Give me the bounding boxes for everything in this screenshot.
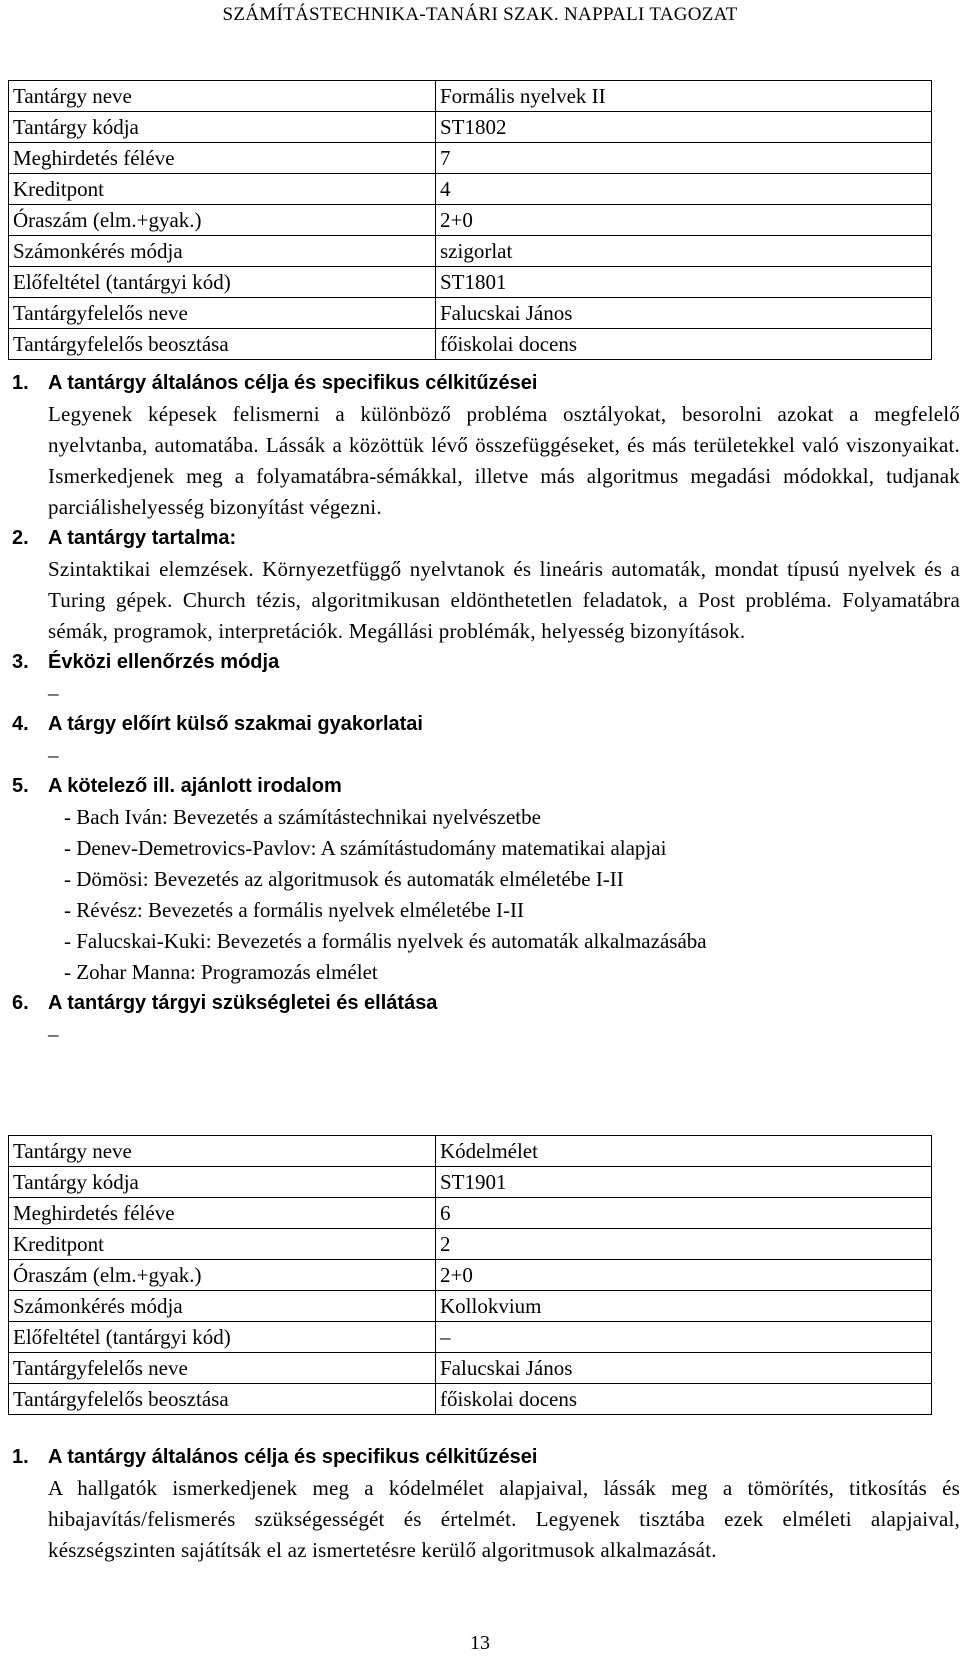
- row-label: Tantárgy kódja: [9, 112, 436, 143]
- section-title: A tantárgy tárgyi szükségletei és ellátása: [48, 992, 438, 1014]
- row-label: Számonkérés módja: [9, 236, 436, 267]
- section-heading: [12, 988, 932, 1019]
- table-row: [9, 112, 932, 143]
- row-value: Kollokvium: [436, 1291, 932, 1322]
- table-row: [9, 329, 932, 360]
- row-label: Kreditpont: [9, 1229, 436, 1260]
- list-item: - Dömösi: Bevezetés az algoritmusok és automaták elméletébe I-II: [64, 867, 624, 891]
- row-label: Tantárgyfelelős beosztása: [9, 329, 436, 360]
- table-row: [9, 1136, 932, 1167]
- row-value: –: [436, 1322, 932, 1353]
- section-text: A hallgatók ismerkedjenek meg a kódelmélet alapjaival, lássák meg a tömörítés, titkosítás és hibajavítás/felismerés szükségességét és értelmét. Legyenek tisztába ezek elméleti alapjaival, készségszinten sajátítsák el az ismertetésre kerülő algoritmusok alkalmazását.: [48, 1476, 960, 1562]
- table-row: [9, 1291, 932, 1322]
- table-row: [9, 143, 932, 174]
- page-header: SZÁMÍTÁSTECHNIKA-TANÁRI SZAK. NAPPALI TAGOZAT: [222, 4, 738, 25]
- section-title: A kötelező ill. ajánlott irodalom: [48, 775, 342, 797]
- row-value: szigorlat: [436, 236, 932, 267]
- row-label: Előfeltétel (tantárgyi kód): [9, 1322, 436, 1353]
- section-text: Szintaktikai elemzések. Környezetfüggő nyelvtanok és lineáris automaták, mondat típusú nyelvek és a Turing gépek. Church tézis, algoritmikusan eldönthetetlen feladatok, a Post probléma. Folyamatábra sémák, programok, interpretációk. Megállási problémák, helyesség bizonyítások.: [48, 557, 960, 643]
- row-label: Tantárgy kódja: [9, 1167, 436, 1198]
- section-heading: [12, 709, 932, 740]
- section-text: –: [48, 1022, 59, 1046]
- list-item: - Falucskai-Kuki: Bevezetés a formális nyelvek és automaták alkalmazásába: [64, 929, 707, 953]
- row-value: ST1901: [436, 1167, 932, 1198]
- row-value: Formális nyelvek II: [436, 81, 932, 112]
- row-label: Kreditpont: [9, 174, 436, 205]
- row-value: főiskolai docens: [436, 329, 932, 360]
- row-label: Számonkérés módja: [9, 1291, 436, 1322]
- row-label: Tantárgy neve: [9, 1136, 436, 1167]
- row-value: 6: [436, 1198, 932, 1229]
- page-number: 13: [470, 1632, 490, 1654]
- section-title: A tárgy előírt külső szakmai gyakorlatai: [48, 713, 423, 735]
- section-title: A tantárgy általános célja és specifikus célkitűzései: [48, 1446, 538, 1468]
- course2-sections: [12, 1442, 960, 1566]
- table-row: [9, 236, 932, 267]
- table-row: [9, 1167, 932, 1198]
- row-label: Meghirdetés féléve: [9, 1198, 436, 1229]
- section-text: –: [48, 743, 59, 767]
- section-heading: [12, 368, 932, 399]
- table-row: [9, 1353, 932, 1384]
- list-item: - Denev-Demetrovics-Pavlov: A számítástudomány matematikai alapjai: [64, 836, 667, 860]
- list-item: - Zohar Manna: Programozás elmélet: [64, 960, 378, 984]
- section-number: 4.: [12, 713, 29, 735]
- row-label: Tantárgyfelelős beosztása: [9, 1384, 436, 1415]
- table-row: [9, 205, 932, 236]
- section-number: 1.: [12, 372, 29, 394]
- row-value: ST1801: [436, 267, 932, 298]
- section-title: Évközi ellenőrzés módja: [48, 651, 280, 673]
- section-title: A tantárgy általános célja és specifikus célkitűzései: [48, 372, 538, 394]
- section-heading: [12, 1442, 932, 1473]
- row-value: 7: [436, 143, 932, 174]
- row-label: Óraszám (elm.+gyak.): [9, 205, 436, 236]
- row-value: főiskolai docens: [436, 1384, 932, 1415]
- row-value: 2+0: [436, 205, 932, 236]
- section-heading: [12, 647, 932, 678]
- list-item: - Bach Iván: Bevezetés a számítástechnikai nyelvészetbe: [64, 805, 541, 829]
- table-row: [9, 1384, 932, 1415]
- row-label: Tantárgyfelelős neve: [9, 298, 436, 329]
- row-value: Falucskai János: [436, 1353, 932, 1384]
- course1-rows: [9, 81, 932, 360]
- row-label: Tantárgy neve: [9, 81, 436, 112]
- section-text: –: [48, 681, 59, 705]
- row-value: Falucskai János: [436, 298, 932, 329]
- table-row: [9, 1260, 932, 1291]
- table-row: [9, 1229, 932, 1260]
- reference-list: [64, 802, 932, 988]
- row-value: 2+0: [436, 1260, 932, 1291]
- course2-rows: [9, 1136, 932, 1415]
- row-value: 2: [436, 1229, 932, 1260]
- table-row: [9, 267, 932, 298]
- section-title: A tantárgy tartalma:: [48, 527, 237, 549]
- table-row: [9, 1322, 932, 1353]
- section-heading: [12, 771, 932, 802]
- row-value: ST1802: [436, 112, 932, 143]
- row-label: Meghirdetés féléve: [9, 143, 436, 174]
- table-row: [9, 298, 932, 329]
- row-label: Előfeltétel (tantárgyi kód): [9, 267, 436, 298]
- course1-sections: [12, 368, 960, 1050]
- course-info-table-1: [8, 80, 932, 360]
- row-value: Kódelmélet: [436, 1136, 932, 1167]
- row-label: Óraszám (elm.+gyak.): [9, 1260, 436, 1291]
- table-row: [9, 81, 932, 112]
- section-number: 2.: [12, 527, 29, 549]
- table-row: [9, 174, 932, 205]
- section-number: 1.: [12, 1446, 29, 1468]
- table-row: [9, 1198, 932, 1229]
- section-heading: [12, 523, 932, 554]
- section-number: 3.: [12, 651, 29, 673]
- list-item: - Révész: Bevezetés a formális nyelvek elméletébe I-II: [64, 898, 525, 922]
- row-value: 4: [436, 174, 932, 205]
- section-number: 6.: [12, 992, 29, 1014]
- course-info-table-2: [8, 1135, 932, 1415]
- row-label: Tantárgyfelelős neve: [9, 1353, 436, 1384]
- section-number: 5.: [12, 775, 29, 797]
- section-text: Legyenek képesek felismerni a különböző probléma osztályokat, besorolni azokat a megfelelő nyelvtanba, automatába. Lássák a közöttük lévő összefüggéseket, és más területekkel való viszonyaikat. Ismerkedjenek meg a folyamatábra-sémákkal, illetve más algoritmus megadási módokkal, tudjanak parciálishelyesség bizonyítást végezni.: [48, 402, 960, 519]
